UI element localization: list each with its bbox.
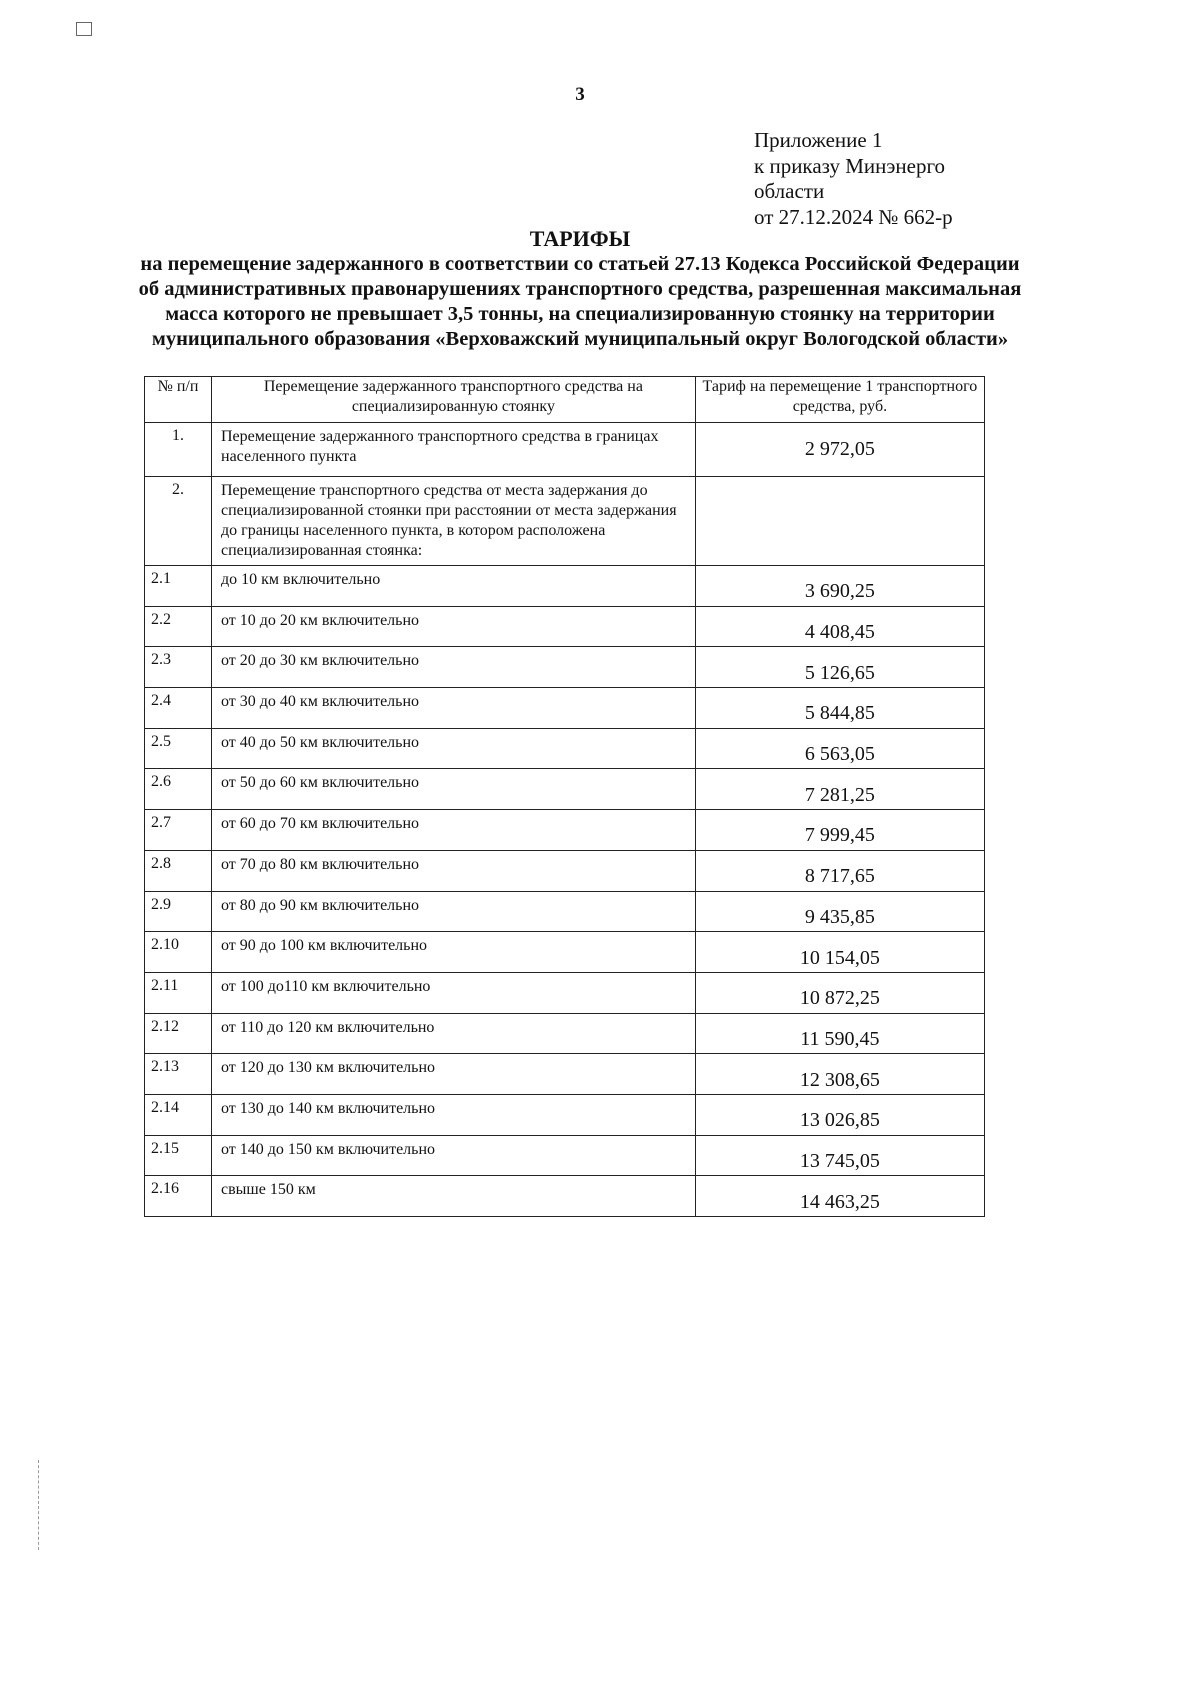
row-tariff: 6 563,05 (695, 728, 984, 769)
row-number: 2.14 (145, 1094, 212, 1135)
table-row (145, 891, 985, 932)
table-row (145, 606, 985, 647)
row-description: от 30 до 40 км включительно (212, 688, 696, 729)
table-row (145, 566, 985, 607)
row-description: от 130 до 140 км включительно (212, 1094, 696, 1135)
row-number: 2.1 (145, 566, 212, 607)
row-tariff: 13 745,05 (695, 1135, 984, 1176)
table-row (145, 972, 985, 1013)
row-description: от 90 до 100 км включительно (212, 932, 696, 973)
row-description: от 120 до 130 км включительно (212, 1054, 696, 1095)
row-number: 2.10 (145, 932, 212, 973)
row-number: 2.7 (145, 810, 212, 851)
row-tariff: 10 154,05 (695, 932, 984, 973)
tariff-table (144, 376, 985, 1217)
header-description: Перемещение задержанного транспортного средства на специализированную стоянку (212, 377, 696, 423)
row-number: 2.15 (145, 1135, 212, 1176)
row-description: до 10 км включительно (212, 566, 696, 607)
row-tariff: 11 590,45 (695, 1013, 984, 1054)
row-description: от 110 до 120 км включительно (212, 1013, 696, 1054)
row-tariff: 3 690,25 (695, 566, 984, 607)
table-header-row (145, 377, 985, 423)
row-tariff: 4 408,45 (695, 606, 984, 647)
table-row (145, 1176, 985, 1217)
table-row (145, 1013, 985, 1054)
page-number: 3 (575, 84, 585, 105)
row-tariff: 12 308,65 (695, 1054, 984, 1095)
appendix-line: области (754, 179, 825, 203)
row-description: Перемещение задержанного транспортного средства в границах населенного пункта (212, 423, 696, 477)
document-subtitle: на перемещение задержанного в соответствии со статьей 27.13 Кодекса Российской Федерации об административных правонарушениях транспортного средства, разрешенная максимальная масса которого не превышает 3,5 тонны, на специализированную стоянку на территории муниципального образования «Верховажский муниципальный округ Вологодской области» (138, 253, 1022, 350)
table-row (145, 1094, 985, 1135)
scan-artifact-line (38, 1460, 40, 1550)
row-description: от 50 до 60 км включительно (212, 769, 696, 810)
header-number: № п/п (145, 377, 212, 423)
row-tariff: 13 026,85 (695, 1094, 984, 1135)
header-tariff: Тариф на перемещение 1 транспортного средства, руб. (695, 377, 984, 423)
row-number: 2.13 (145, 1054, 212, 1095)
table-row (145, 647, 985, 688)
row-description: Перемещение транспортного средства от места задержания до специализированной стоянки при расстоянии от места задержания до границы населенного пункта, в котором расположена специализированная стоянка: (212, 477, 696, 566)
row-description: от 40 до 50 км включительно (212, 728, 696, 769)
scan-corner-mark (76, 22, 92, 36)
row-tariff: 2 972,05 (695, 423, 984, 477)
row-number: 2.5 (145, 728, 212, 769)
appendix-line: от 27.12.2024 № 662-р (754, 204, 953, 229)
row-number: 1. (145, 423, 212, 477)
row-tariff: 5 126,65 (695, 647, 984, 688)
row-number: 2.12 (145, 1013, 212, 1054)
appendix-line: Приложение 1 (754, 128, 883, 152)
table-row (145, 423, 985, 477)
row-tariff: 7 281,25 (695, 769, 984, 810)
row-number: 2.4 (145, 688, 212, 729)
table-row (145, 477, 985, 566)
row-tariff: 10 872,25 (695, 972, 984, 1013)
row-tariff: 8 717,65 (695, 850, 984, 891)
row-number: 2.3 (145, 647, 212, 688)
table-row (145, 810, 985, 851)
appendix-note (754, 128, 953, 230)
row-number: 2.16 (145, 1176, 212, 1217)
table-row (145, 1135, 985, 1176)
table-row (145, 769, 985, 810)
table-row (145, 1054, 985, 1095)
row-tariff: 9 435,85 (695, 891, 984, 932)
table-row (145, 728, 985, 769)
row-description: от 80 до 90 км включительно (212, 891, 696, 932)
row-description: от 70 до 80 км включительно (212, 850, 696, 891)
row-number: 2.9 (145, 891, 212, 932)
row-tariff: 7 999,45 (695, 810, 984, 851)
row-description: от 100 до110 км включительно (212, 972, 696, 1013)
row-description: от 20 до 30 км включительно (212, 647, 696, 688)
row-number: 2.6 (145, 769, 212, 810)
row-description: от 10 до 20 км включительно (212, 606, 696, 647)
table-row (145, 932, 985, 973)
row-tariff (695, 477, 984, 566)
table-row (145, 850, 985, 891)
row-number: 2.11 (145, 972, 212, 1013)
document-title: ТАРИФЫ (529, 226, 631, 251)
row-tariff: 14 463,25 (695, 1176, 984, 1217)
row-description: от 60 до 70 км включительно (212, 810, 696, 851)
row-number: 2.2 (145, 606, 212, 647)
row-number: 2.8 (145, 850, 212, 891)
appendix-line: к приказу Минэнерго (754, 153, 946, 178)
row-description: свыше 150 км (212, 1176, 696, 1217)
row-number: 2. (145, 477, 212, 566)
table-row (145, 688, 985, 729)
row-description: от 140 до 150 км включительно (212, 1135, 696, 1176)
row-tariff: 5 844,85 (695, 688, 984, 729)
